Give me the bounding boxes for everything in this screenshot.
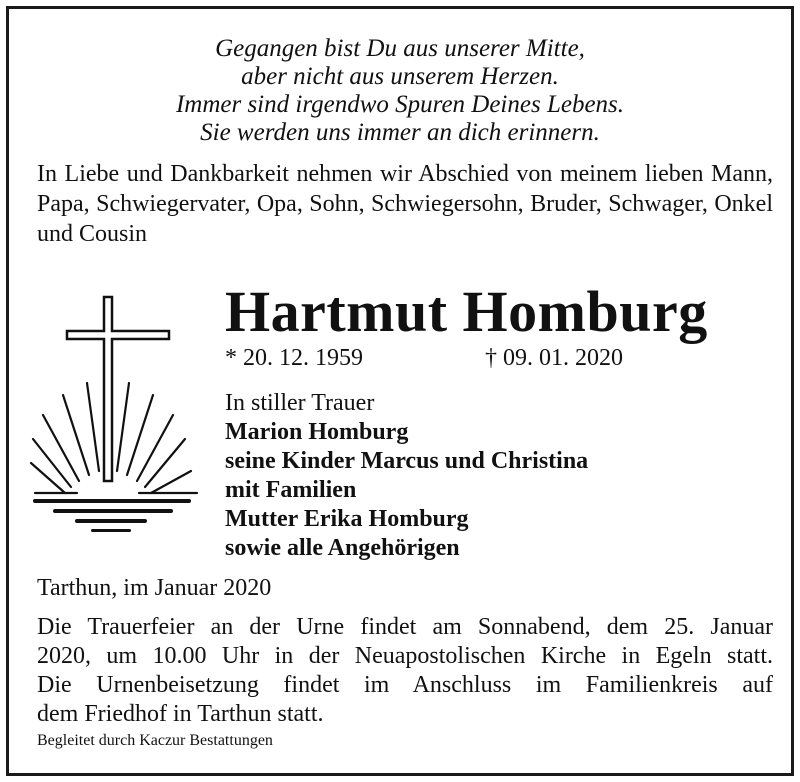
service-line-4: dem Friedhof in Tarthun statt.: [37, 701, 324, 727]
service-line-1: Die Trauerfeier an der Urne findet am Sonnabend, dem 25. Januar: [37, 614, 773, 640]
mourner-line-2: seine Kinder Marcus und Christina: [225, 448, 589, 474]
obituary-frame: [6, 6, 794, 776]
undertaker-note: Begleitet durch Kaczur Bestattungen: [37, 732, 273, 749]
poem-line-3: Immer sind irgendwo Spuren Deines Lebens.: [175, 91, 625, 118]
place-date: Tarthun, im Januar 2020: [37, 575, 272, 601]
poem-line-1: Gegangen bist Du aus unserer Mitte,: [215, 35, 585, 62]
death-date: † 09. 01. 2020: [485, 345, 623, 371]
cross-sunrise-icon: [27, 291, 207, 541]
mourner-line-3: mit Familien: [225, 477, 357, 503]
mourners-block: [225, 389, 588, 563]
service-line-2: 2020, um 10.00 Uhr in der Neuapostolischen Kirche in Egeln statt.: [37, 643, 773, 669]
deceased-name: Hartmut Homburg: [225, 279, 708, 344]
farewell-intro: In Liebe und Dankbarkeit nehmen wir Abschied von meinem lieben Mann, Papa, Schwiegervater, Opa, Sohn, Schwiegersohn, Bruder, Schwager, Onkel und Cousin: [37, 161, 773, 247]
service-line-3: Die Urnenbeisetzung findet im Anschluss im Familienkreis auf: [37, 672, 773, 698]
birth-date: * 20. 12. 1959: [225, 345, 363, 371]
poem-line-2: aber nicht aus unserem Herzen.: [241, 63, 559, 90]
poem: [9, 35, 791, 147]
mourner-line-1: Marion Homburg: [225, 419, 409, 445]
mourner-line-5: sowie alle Angehörigen: [225, 535, 460, 561]
poem-line-4: Sie werden uns immer an dich erinnern.: [200, 119, 600, 146]
service-info: [37, 613, 773, 729]
mourners-intro: In stiller Trauer: [225, 390, 375, 416]
mourner-line-4: Mutter Erika Homburg: [225, 506, 469, 532]
